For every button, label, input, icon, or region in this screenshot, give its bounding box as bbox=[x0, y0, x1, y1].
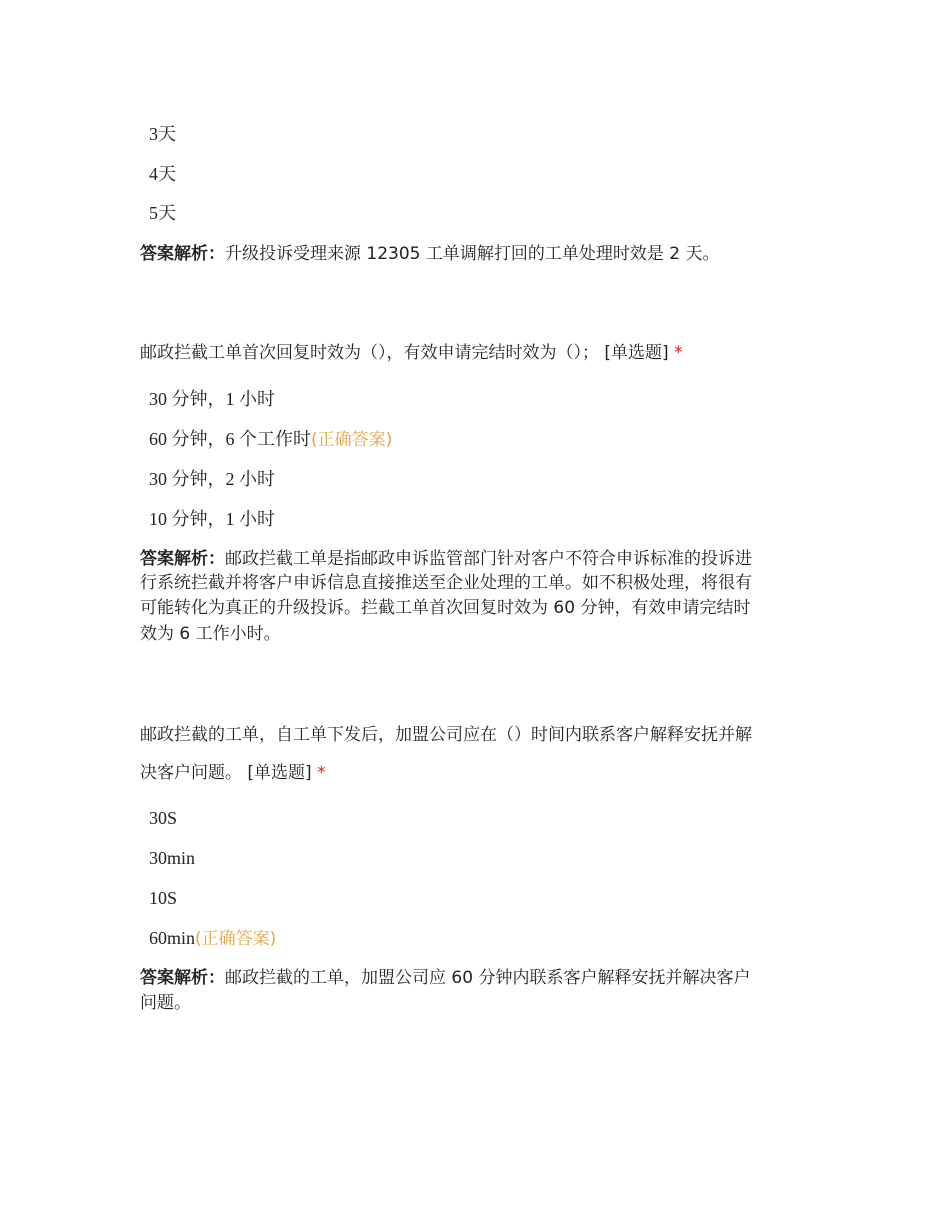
option-4-days[interactable]: 4天 bbox=[149, 164, 176, 184]
question-title: 邮政拦截的工单，自工单下发后，加盟公司应在（）时间内联系客户解释安抚并解 bbox=[140, 725, 752, 745]
question-title bbox=[140, 762, 326, 784]
required-mark: * bbox=[674, 343, 683, 363]
correct-answer-tag: (正确答案) bbox=[195, 929, 277, 949]
analysis-text: 升级投诉受理来源 12305 工单调解打回的工单处理时效是 2 天。 bbox=[225, 244, 720, 264]
analysis-label: 答案解析： bbox=[140, 968, 225, 988]
required-mark: * bbox=[317, 763, 326, 783]
option-correct[interactable] bbox=[149, 927, 276, 950]
option-3-days[interactable]: 3天 bbox=[149, 124, 176, 144]
answer-analysis-line: 行系统拦截并将客户申诉信息直接推送至企业处理的工单。如不积极处理，将很有 bbox=[140, 573, 752, 593]
option[interactable]: 30S bbox=[149, 808, 178, 828]
answer-analysis-line bbox=[140, 548, 752, 570]
option[interactable]: 10S bbox=[149, 888, 178, 908]
answer-analysis-line bbox=[140, 967, 750, 989]
answer-analysis bbox=[140, 242, 720, 265]
option-5-days[interactable]: 5天 bbox=[149, 203, 176, 223]
answer-analysis-line: 可能转化为真正的升级投诉。拦截工单首次回复时效为 60 分钟，有效申请完结时 bbox=[140, 598, 751, 618]
analysis-text: 邮政拦截的工单，加盟公司应 60 分钟内联系客户解释安抚并解决客户 bbox=[225, 968, 751, 988]
analysis-label: 答案解析： bbox=[140, 244, 225, 264]
analysis-text: 邮政拦截工单是指邮政申诉监管部门针对客户不符合申诉标准的投诉进 bbox=[225, 549, 752, 569]
option[interactable]: 30 分钟，2 小时 bbox=[149, 469, 275, 489]
option[interactable]: 10 分钟，1 小时 bbox=[149, 509, 275, 529]
answer-analysis-line: 效为 6 工作小时。 bbox=[140, 624, 281, 644]
question-text: 决客户问题。 [单选题] bbox=[140, 763, 312, 783]
option-text: 60min bbox=[149, 928, 196, 948]
question-text: 邮政拦截工单首次回复时效为（），有效申请完结时效为（）； [单选题] bbox=[140, 343, 669, 363]
correct-answer-tag: (正确答案) bbox=[311, 430, 393, 450]
option[interactable]: 30 分钟，1 小时 bbox=[149, 389, 275, 409]
option-text: 60 分钟，6 个工作时 bbox=[149, 429, 311, 449]
option[interactable]: 30min bbox=[149, 848, 196, 868]
analysis-label: 答案解析： bbox=[140, 549, 225, 569]
question-title bbox=[140, 342, 683, 364]
option-correct[interactable] bbox=[149, 428, 392, 451]
answer-analysis-line: 问题。 bbox=[140, 993, 191, 1013]
